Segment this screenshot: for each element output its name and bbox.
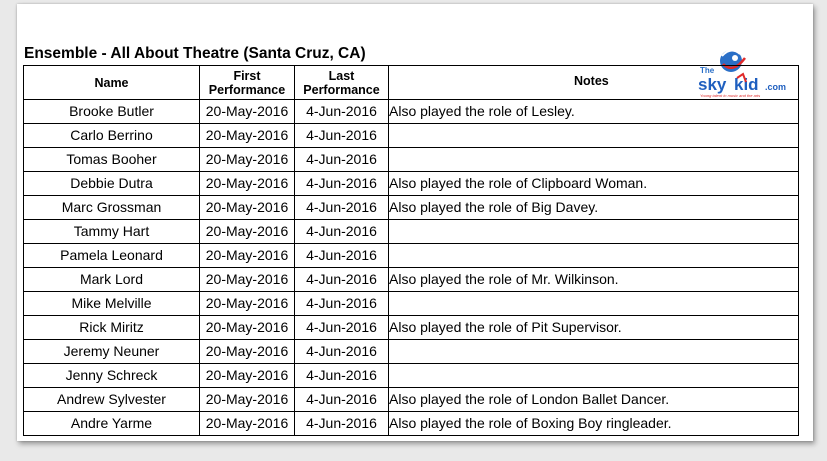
cell-name: Rick Miritz (24, 316, 200, 340)
cell-notes: Also played the role of Pit Supervisor. (389, 316, 799, 340)
column-header-first-line2: Performance (208, 82, 286, 97)
cell-name: Tammy Hart (24, 220, 200, 244)
cell-notes (389, 124, 799, 148)
column-header-first-line1: First (233, 68, 261, 83)
cell-last-performance: 4-Jun-2016 (295, 244, 389, 268)
cell-name: Jeremy Neuner (24, 340, 200, 364)
cell-last-performance: 4-Jun-2016 (295, 292, 389, 316)
table-row (24, 316, 799, 340)
cell-first-performance: 20-May-2016 (200, 340, 295, 364)
cell-notes (389, 292, 799, 316)
table-row (24, 340, 799, 364)
logo-domain: .com (765, 82, 787, 92)
table-row (24, 196, 799, 220)
cell-last-performance: 4-Jun-2016 (295, 412, 389, 436)
page-title: Ensemble - All About Theatre (Santa Cruz, CA) (24, 45, 366, 62)
table-row (24, 292, 799, 316)
cell-last-performance: 4-Jun-2016 (295, 340, 389, 364)
cell-name: Mark Lord (24, 268, 200, 292)
cell-name: Mike Melville (24, 292, 200, 316)
table-row (24, 268, 799, 292)
cell-name: Debbie Dutra (24, 172, 200, 196)
cell-last-performance: 4-Jun-2016 (295, 196, 389, 220)
cell-first-performance: 20-May-2016 (200, 412, 295, 436)
column-header-first-performance (200, 66, 295, 100)
table-row (24, 100, 799, 124)
column-header-notes (389, 66, 799, 100)
column-header-last-line2: Performance (303, 82, 380, 97)
table-row (24, 148, 799, 172)
cell-notes (389, 340, 799, 364)
cell-first-performance: 20-May-2016 (200, 244, 295, 268)
table-row (24, 220, 799, 244)
cell-first-performance: 20-May-2016 (200, 316, 295, 340)
table-row (24, 412, 799, 436)
cell-first-performance: 20-May-2016 (200, 148, 295, 172)
cell-first-performance: 20-May-2016 (200, 388, 295, 412)
cell-first-performance: 20-May-2016 (200, 364, 295, 388)
table-header-row (24, 66, 799, 100)
cell-last-performance: 4-Jun-2016 (295, 172, 389, 196)
cell-notes: Also played the role of Lesley. (389, 100, 799, 124)
cell-last-performance: 4-Jun-2016 (295, 220, 389, 244)
column-header-notes-label: Notes (574, 74, 609, 88)
ensemble-table (23, 65, 799, 436)
table-row (24, 388, 799, 412)
cell-notes (389, 364, 799, 388)
cell-name: Marc Grossman (24, 196, 200, 220)
logo-tagline: Young talent in music and the arts (700, 93, 761, 98)
cell-last-performance: 4-Jun-2016 (295, 316, 389, 340)
table-row (24, 124, 799, 148)
table-row (24, 172, 799, 196)
cell-last-performance: 4-Jun-2016 (295, 148, 389, 172)
cell-last-performance: 4-Jun-2016 (295, 100, 389, 124)
column-header-last-performance (295, 66, 389, 100)
cell-first-performance: 20-May-2016 (200, 220, 295, 244)
cell-last-performance: 4-Jun-2016 (295, 268, 389, 292)
cell-last-performance: 4-Jun-2016 (295, 124, 389, 148)
cell-notes (389, 148, 799, 172)
cell-last-performance: 4-Jun-2016 (295, 388, 389, 412)
logo-brand-kid: kid (734, 75, 759, 94)
cell-notes: Also played the role of Mr. Wilkinson. (389, 268, 799, 292)
column-header-name-label: Name (94, 75, 129, 90)
cell-name: Carlo Berrino (24, 124, 200, 148)
cell-notes: Also played the role of Big Davey. (389, 196, 799, 220)
column-header-last-line1: Last (328, 68, 355, 83)
cell-name: Jenny Schreck (24, 364, 200, 388)
cell-notes (389, 220, 799, 244)
table-row (24, 244, 799, 268)
column-header-name (24, 66, 200, 100)
cell-first-performance: 20-May-2016 (200, 292, 295, 316)
cell-name: Andrew Sylvester (24, 388, 200, 412)
cell-name: Pamela Leonard (24, 244, 200, 268)
cell-notes (389, 244, 799, 268)
cell-first-performance: 20-May-2016 (200, 100, 295, 124)
cell-first-performance: 20-May-2016 (200, 268, 295, 292)
cell-name: Andre Yarme (24, 412, 200, 436)
logo-brand-sky: sky (698, 75, 727, 94)
cell-notes: Also played the role of Boxing Boy ringleader. (389, 412, 799, 436)
cell-first-performance: 20-May-2016 (200, 172, 295, 196)
cell-first-performance: 20-May-2016 (200, 196, 295, 220)
cell-notes: Also played the role of Clipboard Woman. (389, 172, 799, 196)
cell-name: Brooke Butler (24, 100, 200, 124)
cell-first-performance: 20-May-2016 (200, 124, 295, 148)
document-card (17, 4, 813, 441)
cell-last-performance: 4-Jun-2016 (295, 364, 389, 388)
logo-top-text: The (700, 66, 715, 75)
cell-notes: Also played the role of London Ballet Dancer. (389, 388, 799, 412)
table-row (24, 364, 799, 388)
cell-name: Tomas Booher (24, 148, 200, 172)
